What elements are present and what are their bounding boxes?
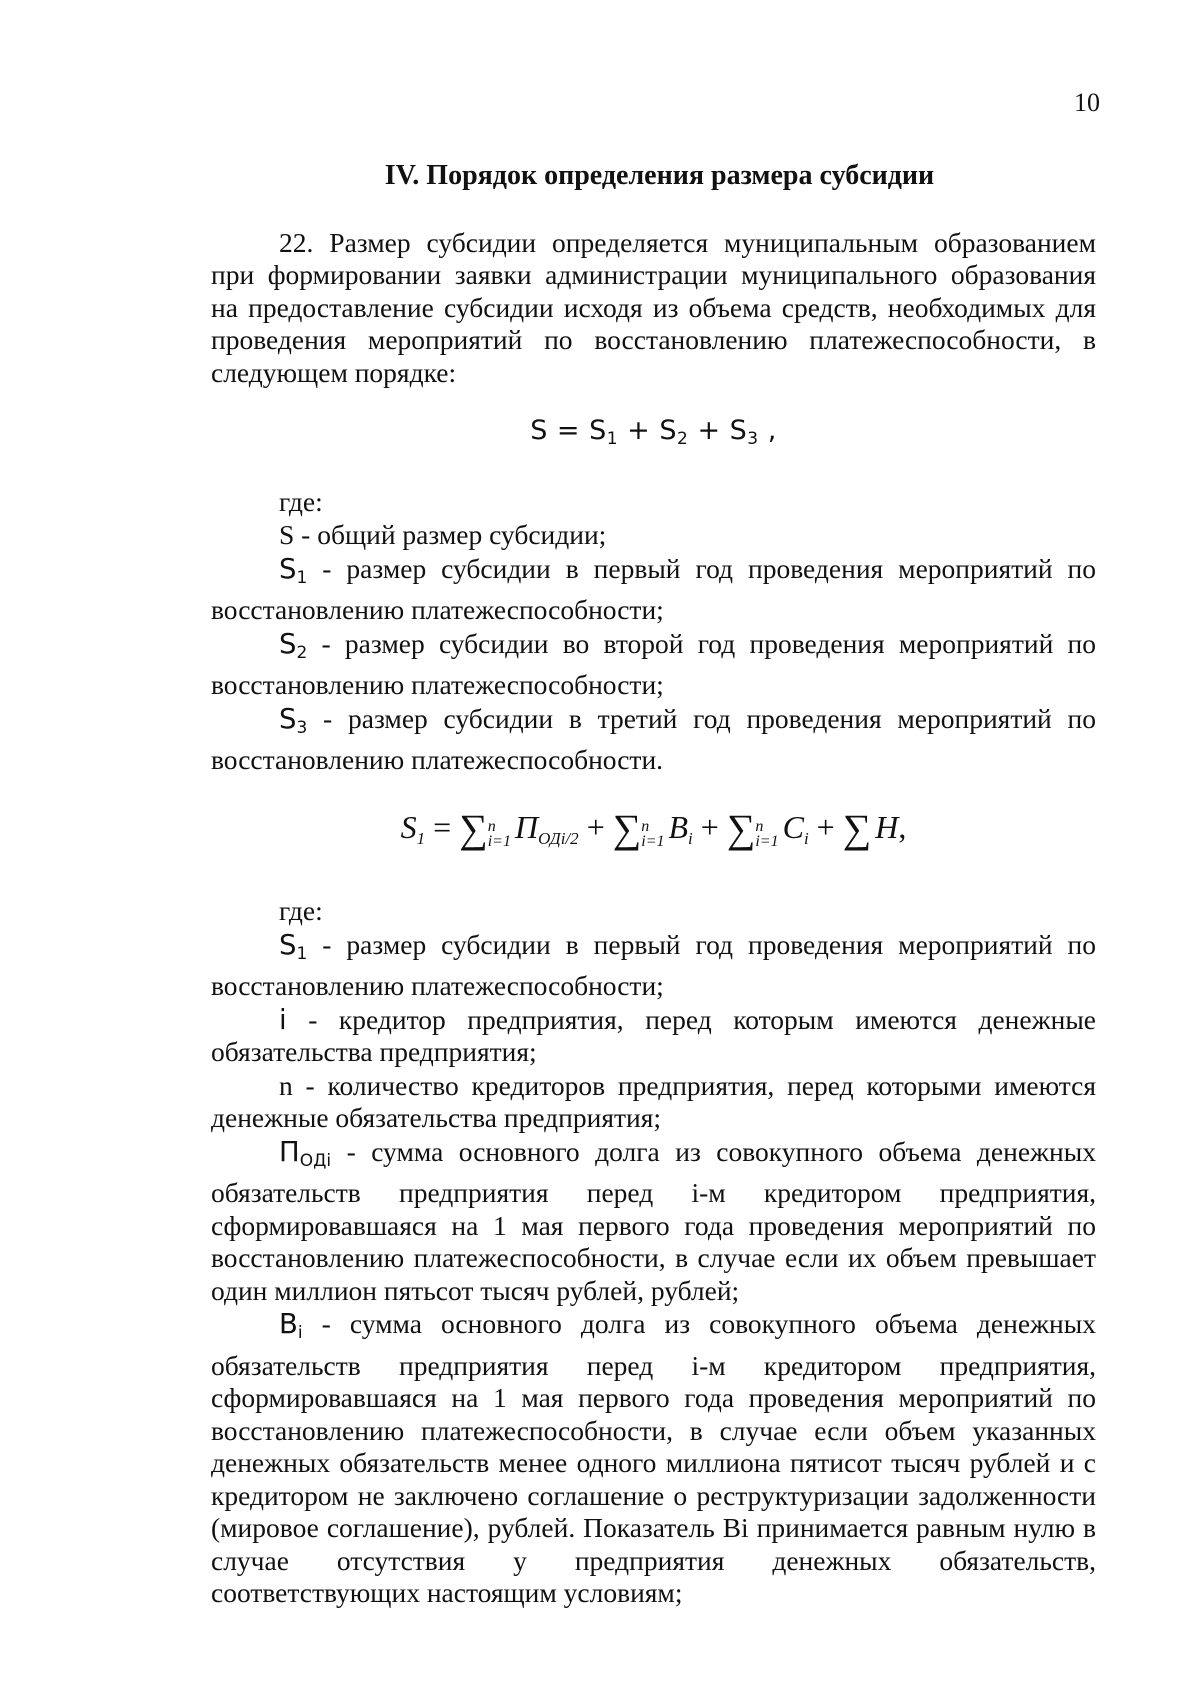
where-label-2: где: <box>279 895 323 926</box>
formula-first-year-subsidy: S1 = ∑ n i=1 ПОДi/2 + ∑ n i=1 Bi + ∑ n i=1 Ci + ∑ H, <box>400 805 907 851</box>
definition-pod: $П_{ОДi}$ - сумма основного долга из совокупного объема денежных обязательств предприятия перед i-м кредитором предприятия, сформировавшаяся на 1 мая первого года проведения мероприятий по восстановлению платежеспособности, в случае если их объем превышает один миллион пятьсот тысяч рублей, рублей; <box>211 1135 1096 1306</box>
sum-symbol: ∑ <box>726 805 756 851</box>
definition-n: n - количество кредиторов предприятия, перед которыми имеются денежные обязательства предприятия; <box>211 1069 1096 1133</box>
definition-b: $B_i$ - сумма основного долга из совокупного объема денежных обязательств предприятия перед i-м кредитором предприятия, сформировавшаяся на 1 мая первого года проведения мероприятий по восстановлению платежеспособности, в случае если объем указанных денежных обязательств менее одного миллиона пятисот тысяч рублей и с кредитором не заключено соглашение о реструктуризации задолженности (мировое соглашение), рублей. Показатель Bi принимается равным нулю в случае отсутствия у предприятия денежных обязательств, соответствующих настоящим условиям; <box>211 1308 1096 1608</box>
page-number: 10 <box>1074 88 1100 117</box>
where-label-1: где: <box>279 485 323 517</box>
section-title: IV. Порядок определения размера субсидии <box>384 160 935 191</box>
paragraph-22: 22. Размер субсидии определяется муниципальным образованием при формировании заявки администрации муниципального образования на предоставление субсидии исходя из объема средств, необходимых для проведения мероприятий по восстановлению платежеспособности, в следующем порядке: <box>211 226 1096 388</box>
sum-symbol: ∑ <box>459 805 488 851</box>
definition-s3: $S_3$ - размер субсидии в третий год проведения мероприятий по восстановлению платежеспособности. <box>211 702 1096 775</box>
definition-s: S - общий размер субсидии; <box>279 519 607 550</box>
sum-symbol: ∑ <box>842 805 872 851</box>
definition-i: i - кредитор предприятия, перед которым имеются денежные обязательства предприятия; <box>211 1003 1096 1067</box>
definition-s1-second: $S_1$ - размер субсидии в первый год проведения мероприятий по восстановлению платежеспособности; <box>211 928 1096 1001</box>
formula-total-subsidy: $S = S_1 + S_2 + S_3$ , <box>530 415 777 449</box>
sum-symbol: ∑ <box>612 805 642 851</box>
document-body <box>211 160 1096 1611</box>
definition-s2: $S_2$ - размер субсидии во второй год проведения мероприятий по восстановлению платежеспособности; <box>211 627 1096 700</box>
definition-s1: $S_1$ - размер субсидии в первый год проведения мероприятий по восстановлению платежеспособности; <box>211 552 1096 625</box>
